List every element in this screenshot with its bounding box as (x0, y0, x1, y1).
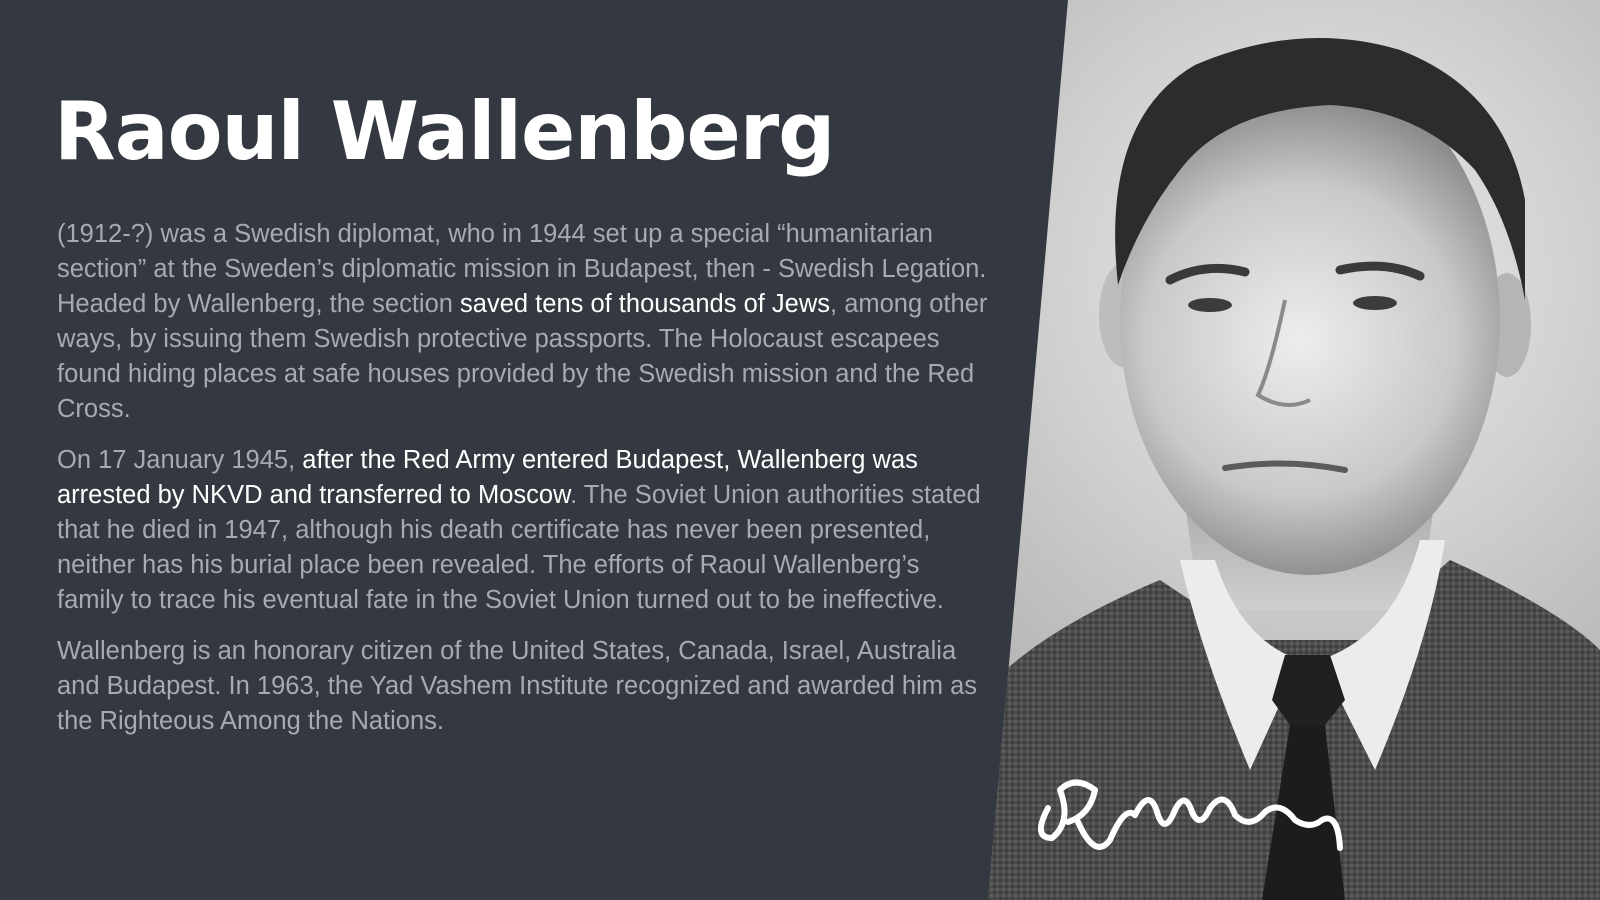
text-segment: . The Soviet Union authorities stated that he died in 1947, although his death certificate has never been presented, neither has his burial place been revealed. The efforts of Raoul Wallenberg’s family to trace his eventual fate in the Soviet Union turned out to be ineffective. (57, 481, 981, 614)
paragraph-2 (57, 443, 992, 618)
text-segment: , among other ways, by issuing them Swedish protective passports. The Holocaust escapees found hiding places at safe houses provided by the Swedish mission and the Red Cross. (57, 290, 988, 423)
page-title: Raoul Wallenberg (54, 85, 835, 178)
paragraph-3 (57, 634, 992, 739)
highlighted-text: saved tens of thousands of Jews (460, 290, 831, 318)
text-segment: (1912-?) was a Swedish diplomat, who in 1944 set up a special “humanitarian section” at the Sweden’s diplomatic mission in Budapest, then - Swedish Legation. Headed by Wallenberg, the section (57, 220, 987, 318)
highlighted-text: after the Red Army entered Budapest, Wallenberg was arrested by NKVD and transferred to Moscow (57, 446, 918, 509)
text-segment: Wallenberg is an honorary citizen of the United States, Canada, Israel, Australia and Budapest. In 1963, the Yad Vashem Institute recognized and awarded him as the Righteous Among the Nations. (57, 637, 978, 735)
paragraph-1 (57, 217, 992, 427)
biography-text (57, 217, 992, 755)
text-segment: On 17 January 1945, (57, 446, 303, 474)
